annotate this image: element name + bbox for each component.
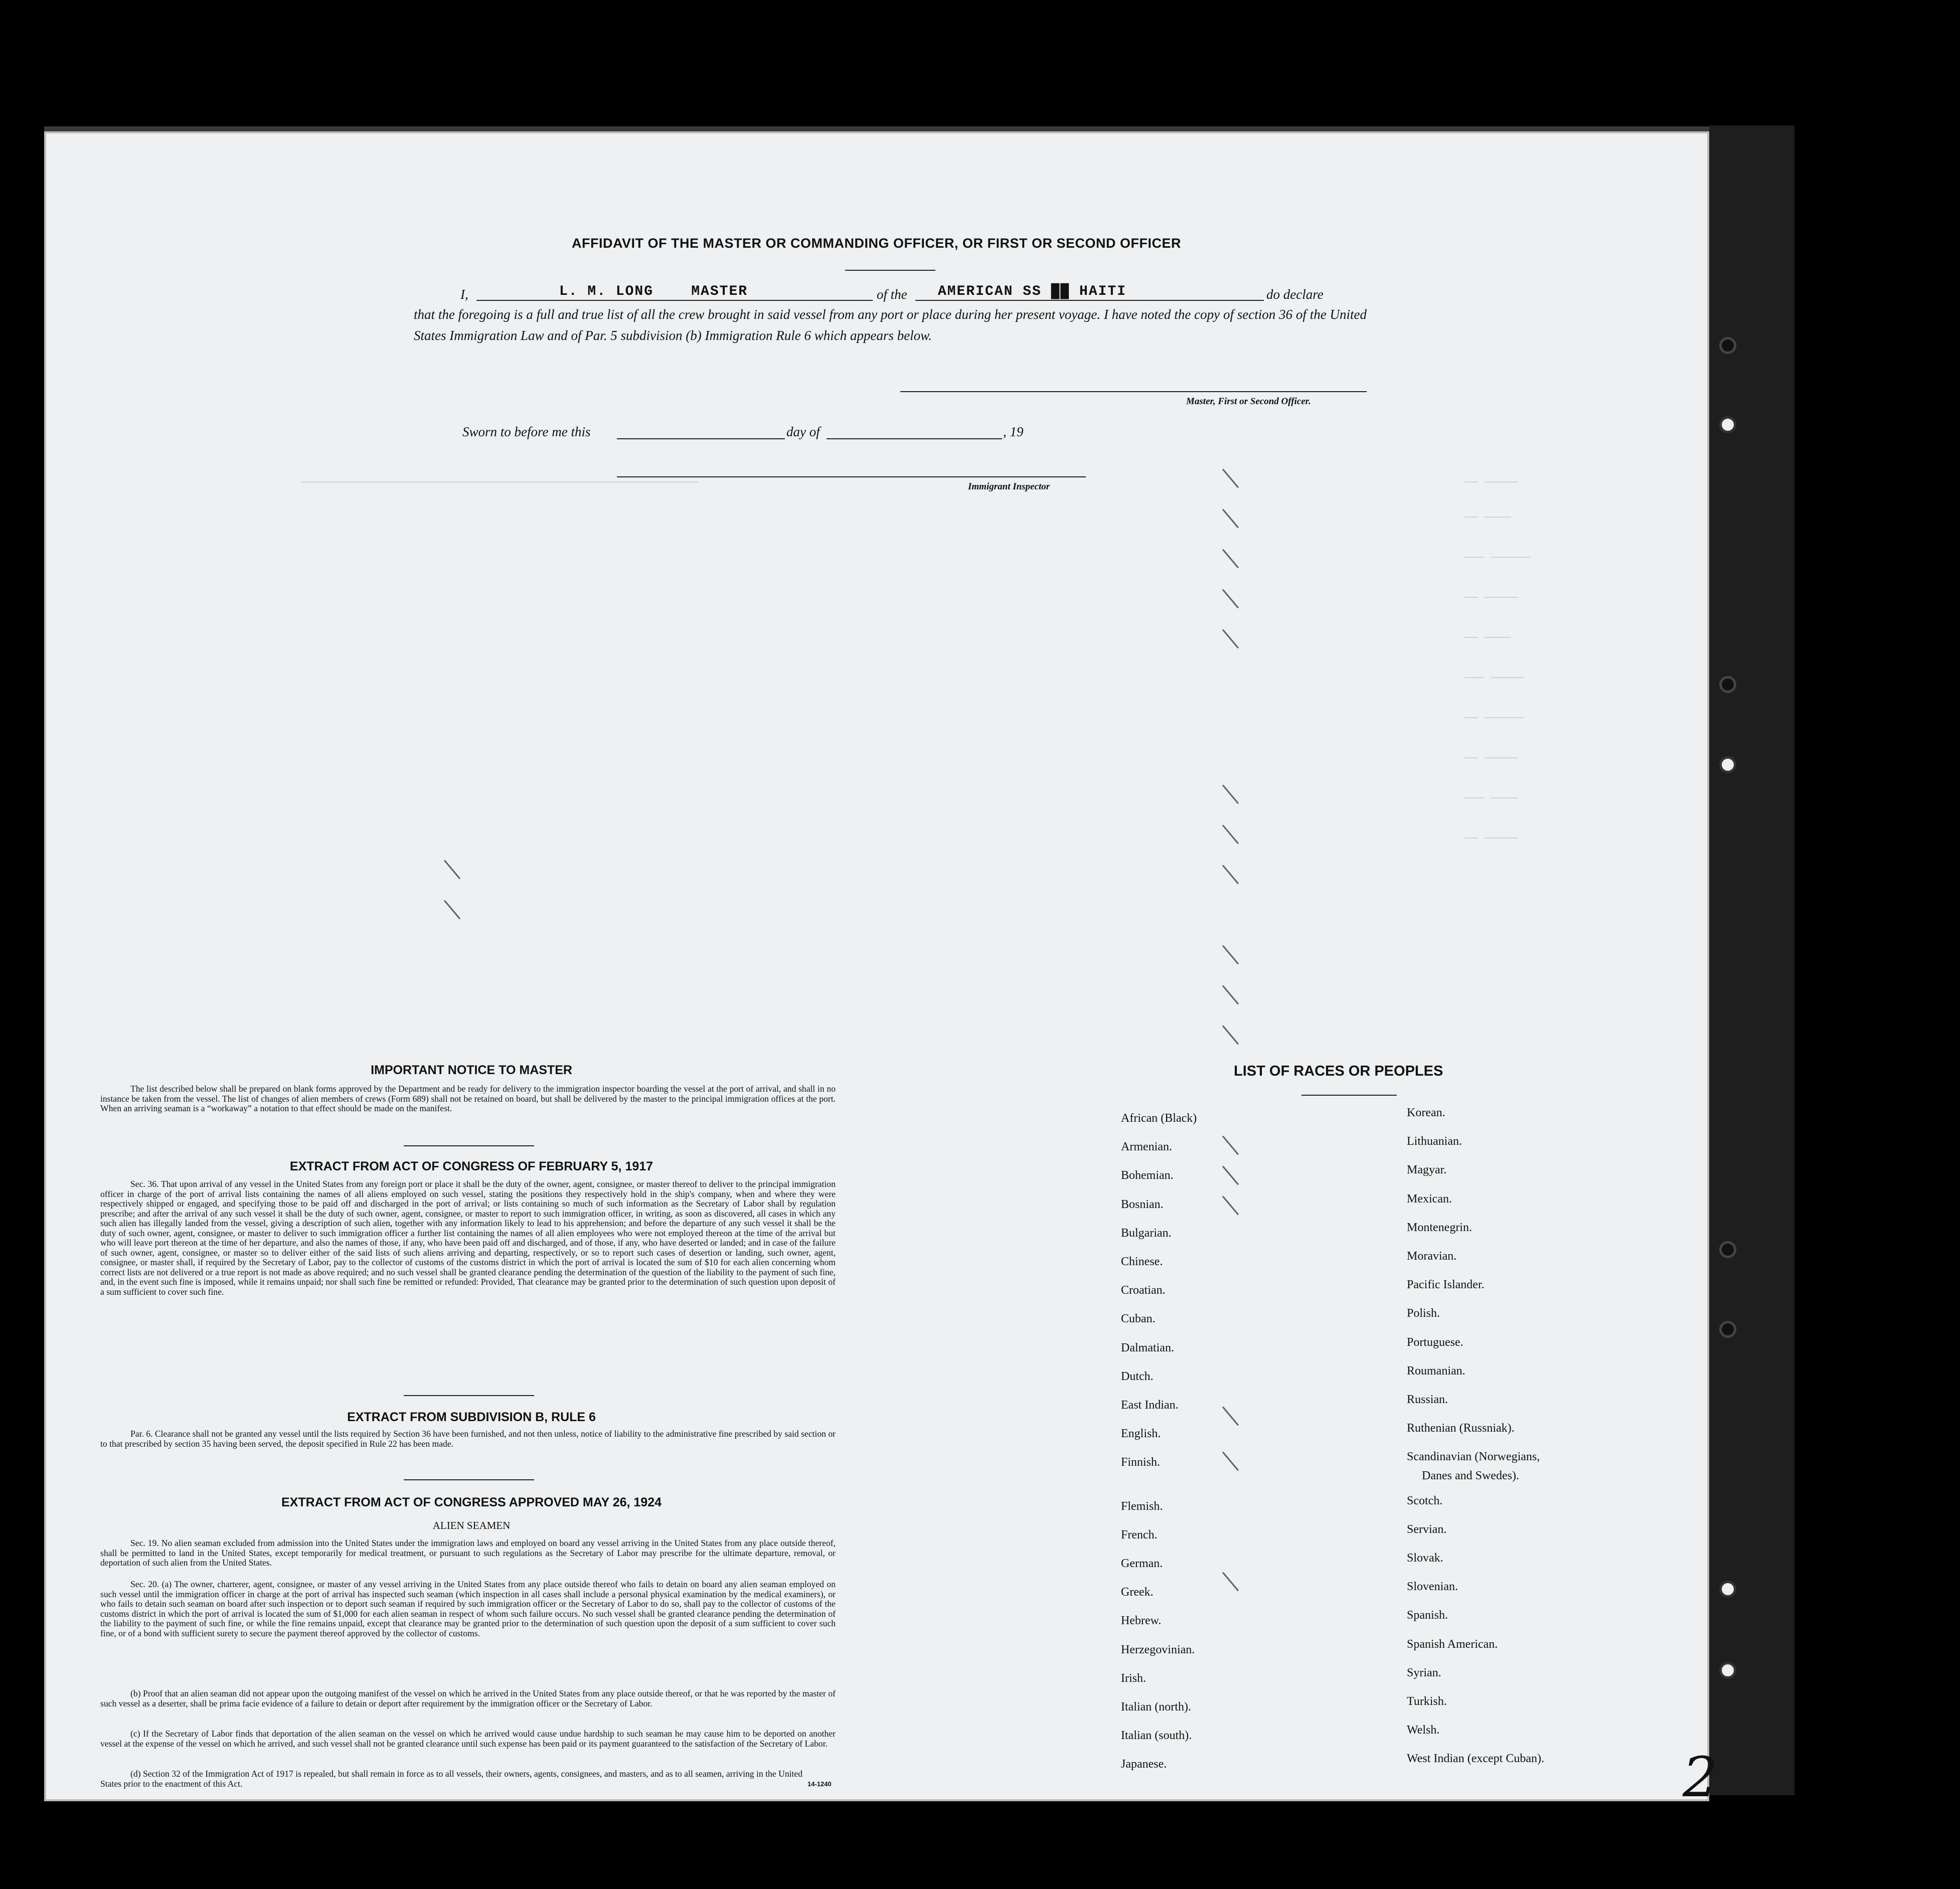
races-divider: [1301, 1095, 1397, 1096]
race-item: Moravian.: [1407, 1250, 1457, 1263]
sec20d-text: (d) Section 32 of the Immigration Act of 1917 is repealed, but shall remain in force as to all vessels, their owners, agents, consignees, and masters, and as to all seamen, arriving in the United States prior to the enactment of this Act.: [100, 1769, 802, 1789]
of-the-label: of the: [877, 287, 907, 302]
race-item: Scotch.: [1407, 1494, 1443, 1507]
extract-1917-text: Sec. 36. That upon arrival of any vessel in the United States from any foreign port or place it shall be the duty of the owner, agent, consignee, or master thereof to deliver to the principal immigration officer in charge of the port of arrival lists containing the names of all aliens employed on such vessel, stating the positions they respectively hold in the ship's company, when and where they were respectively shipped or engaged, and specifying those to be paid off and discharged in the port of arrival; or lists containing so much of such information as the Secretary of Labor shall by regulation prescribe; and after the arrival of any such vessel it shall be the duty of such owner, agent, consignee, or master to report to such immigration officer, in writing, as soon as discovered, all cases in which any such alien has illegally landed from the vessel, giving a description of such alien, together with any information likely to lead to his apprehension; and before the departure of any such vessel it shall be the duty of such owner, agent, consignee, or master to deliver to such immigration officer a further list containing the names of all alien employees who were not employed thereon at the time of the arrival but who will leave port thereon at the time of her departure, and also the names of those, if any, who have been paid off and discharged, and of those, if any, who have deserted or landed; and in case of the failure of such owner, agent, consignee, or master so to deliver either of the said lists of such aliens arriving and departing, respectively, or so to report such cases of desertion or landing, such owner, agent, consignee, or master shall, if required by the Secretary of Labor, pay to the collector of customs of the customs district in which the port of arrival is located the sum of $10 for each alien concerning whom correct lists are not delivered or a true report is not made as above required; and no such vessel shall be granted clearance pending the determination of the question of the liability to the payment of such fine, and, in the event such fine is imposed, while it remains unpaid; nor shall such fine be remitted or refunded: Provided, That clearance may be granted prior to the determination of such question upon deposit of a sum sufficient to cover such fine.: [100, 1179, 836, 1297]
race-item: Irish.: [1121, 1671, 1146, 1685]
race-item: Cuban.: [1121, 1312, 1156, 1326]
race-item: Russian.: [1407, 1393, 1448, 1406]
bleed-through: ── ─────: [1464, 476, 1518, 489]
race-item: Dalmatian.: [1121, 1341, 1174, 1354]
race-item: Dutch.: [1121, 1369, 1154, 1383]
race-item: Armenian.: [1121, 1140, 1172, 1154]
punch-hole: [1719, 1321, 1736, 1338]
notice-text: The list described below shall be prepared on blank forms approved by the Department and be ready for delivery to the immigration inspector boarding the vessel at the port of arrival, and shall in no instance be taken from the vessel. The list of changes of alien members of crews (Form 689) shall not be retained on board, but shall be delivered by the master to the principal immigration offices at the port. When an arriving seaman is a “workaway” a notation to that effect should be made on the manifest.: [100, 1084, 836, 1113]
races-title: LIST OF RACES OR PEOPLES: [1234, 1063, 1443, 1079]
race-item: African (Black): [1121, 1112, 1197, 1125]
punch-hole: [1719, 1662, 1736, 1679]
bleed-through: ── ─────: [1464, 752, 1518, 765]
punch-hole: [1719, 1581, 1736, 1598]
day-of-label: day of: [786, 424, 820, 439]
punch-hole: [1719, 337, 1736, 354]
race-item: Finnish.: [1121, 1456, 1161, 1469]
bleed-through: ── ──────: [1464, 712, 1524, 725]
officer-signature-line: [900, 381, 1367, 392]
race-item: Welsh.: [1407, 1724, 1440, 1737]
race-item: Italian (south).: [1121, 1729, 1192, 1743]
section-divider: [404, 1395, 534, 1396]
race-item: Chinese.: [1121, 1255, 1163, 1268]
race-item: Hebrew.: [1121, 1614, 1162, 1628]
extract-1917-title: EXTRACT FROM ACT OF CONGRESS OF FEBRUARY 5, 1917: [289, 1159, 654, 1173]
bleed-through: ─── ──────: [1464, 552, 1531, 564]
race-item: Flemish.: [1121, 1499, 1163, 1513]
sworn-month-field: [827, 422, 1002, 439]
race-item: Servian.: [1407, 1522, 1447, 1536]
punch-hole: [1719, 676, 1736, 693]
handwritten-margin-mark: 2: [1683, 1745, 1718, 1809]
scan-right-edge: [1709, 125, 1794, 1795]
notice-title: IMPORTANT NOTICE TO MASTER: [371, 1063, 572, 1077]
race-item: Turkish.: [1407, 1695, 1447, 1708]
inspector-signature-label: Immigrant Inspector: [968, 481, 1050, 492]
form-number: 14-1240: [807, 1780, 832, 1788]
race-item: Bosnian.: [1121, 1197, 1164, 1211]
vessel-value: AMERICAN SS ██ HAITI: [938, 284, 1127, 299]
race-item: East Indian.: [1121, 1399, 1179, 1412]
bleed-through: ─── ─────: [1464, 672, 1524, 684]
word-i: I,: [460, 287, 468, 302]
race-item: English.: [1121, 1427, 1161, 1441]
extract-rule6-title: EXTRACT FROM SUBDIVISION B, RULE 6: [347, 1410, 596, 1424]
race-item: Italian (north).: [1121, 1700, 1191, 1713]
bleed-through: ── ─────: [1464, 832, 1518, 845]
race-scandinavian-continued: Danes and Swedes).: [1422, 1469, 1519, 1482]
race-item: German.: [1121, 1557, 1163, 1570]
race-item: Montenegrin.: [1407, 1221, 1472, 1234]
sec20a-text: Sec. 20. (a) The owner, charterer, agent, consignee, or master of any vessel arriving in the United States from any place outside thereof who fails to detain on board any alien seaman employed on such vessel until the immigration officer in charge at the port of arrival has inspected such seaman (which inspection in all cases shall include a personal physical examination by the medical examiners), or who fails to detain such seaman on board after such inspection or to deport such seaman if required by such immigration officer or the Secretary of Labor to do so, shall pay to the collector of customs of the customs district in which the port of arrival is located the sum of $1,000 for each alien seaman in respect of whom such failure occurs. No such vessel shall be granted clearance pending the determination of the liability to the payment of such fine, or while the fine remains unpaid, except that clearance may be granted prior to the determination of such question upon the deposit of a sum sufficient to cover such fine, or of a bond with sufficient surety to secure the payment thereof approved by the collector of customs.: [100, 1579, 836, 1638]
race-item: Magyar.: [1407, 1163, 1447, 1177]
affidavit-body: that the foregoing is a full and true list of all the crew brought in said vessel from any port or place during her present voyage. I have noted the copy of section 36 of the United States Immigration Law and of Par. 5 subdivision (b) Immigration Rule 6 which appears below.: [414, 307, 1367, 343]
race-item: Croatian.: [1121, 1284, 1166, 1297]
race-item: Japanese.: [1121, 1758, 1167, 1771]
race-item: Lithuanian.: [1407, 1135, 1462, 1148]
race-item: Scandinavian (Norwegians,: [1407, 1450, 1540, 1464]
race-item: Herzegovinian.: [1121, 1643, 1195, 1656]
punch-hole: [1719, 756, 1736, 773]
bleed-through: ─── ────: [1464, 792, 1518, 805]
race-item: Greek.: [1121, 1586, 1154, 1599]
race-item: West Indian (except Cuban).: [1407, 1752, 1544, 1766]
punch-hole: [1719, 1241, 1736, 1258]
sec19-text: Sec. 19. No alien seaman excluded from admission into the United States under the immigration laws and employed on board any vessel arriving in the United States from any place outside thereof, shall be permitted to land in the United States, except temporarily for medical treatment, or pursuant to such regulations as the Secretary of Labor may prescribe for the ultimate departure, removal, or deportation of such alien from the United States.: [100, 1538, 836, 1568]
title-divider: [845, 270, 935, 271]
race-item: Bohemian.: [1121, 1169, 1174, 1182]
race-item: Polish.: [1407, 1307, 1440, 1320]
race-item: Slovenian.: [1407, 1580, 1458, 1594]
extract-rule6-text: Par. 6. Clearance shall not be granted any vessel until the lists required by Section 36 have been furnished, and not then unless, notice of liability to the administrative fine prescribed by said section or to that prescribed by section 35 having been served, the deposit specified in Rule 22 has been made.: [100, 1429, 836, 1449]
bleed-through: ── ─────: [1464, 592, 1518, 604]
sec20c-text: (c) If the Secretary of Labor finds that deportation of the alien seaman on the vessel on which he arrived would cause undue hardship to such seaman he may cause him to be deported on another vessel at the expense of the vessel on which he arrived, and such vessel shall not be granted clearance until such expense has been paid or its payment guaranteed to the satisfaction of the Secretary of Labor.: [100, 1729, 836, 1749]
section-divider: [404, 1145, 534, 1146]
race-item: Mexican.: [1407, 1192, 1452, 1206]
sworn-label: Sworn to before me this: [462, 424, 591, 439]
master-name-value: L. M. LONG MASTER: [559, 284, 748, 299]
sworn-day-field: [617, 422, 785, 439]
punch-hole: [1719, 416, 1736, 433]
extract-1924-title: EXTRACT FROM ACT OF CONGRESS APPROVED MAY 26, 1924: [281, 1495, 662, 1509]
affidavit-title: AFFIDAVIT OF THE MASTER OR COMMANDING OFFICER, OR FIRST OR SECOND OFFICER: [572, 236, 1181, 251]
officer-signature-label: Master, First or Second Officer.: [1186, 396, 1311, 407]
race-item: Slovak.: [1407, 1552, 1443, 1565]
bleed-through: ── ────: [1464, 511, 1511, 524]
race-item: Korean.: [1407, 1106, 1445, 1119]
race-item: Spanish.: [1407, 1609, 1448, 1622]
do-declare-label: do declare: [1266, 287, 1324, 302]
race-item: French.: [1121, 1528, 1158, 1541]
bleed-through: ────────────────────────────────────────────────────────────: [301, 476, 699, 489]
race-item: Portuguese.: [1407, 1335, 1463, 1349]
race-item: Ruthenian (Russniak).: [1407, 1422, 1515, 1435]
race-item: Roumanian.: [1407, 1364, 1465, 1378]
sec20b-text: (b) Proof that an alien seaman did not appear upon the outgoing manifest of the vessel on which he arrived in the United States from any place outside thereof, or that he was reported by the master of such vessel as a deserter, shall be prima facie evidence of a failure to detain or deport after requirement by the immigration officer or the Secretary of Labor.: [100, 1688, 836, 1708]
race-item: Pacific Islander.: [1407, 1278, 1485, 1292]
year-label: , 19: [1003, 424, 1024, 439]
inspector-signature-line: [617, 466, 1086, 477]
race-item: Spanish American.: [1407, 1637, 1498, 1651]
section-divider: [404, 1479, 534, 1480]
extract-1924-subtitle: ALIEN SEAMEN: [432, 1519, 511, 1531]
bleed-through: ── ────: [1464, 632, 1511, 644]
race-item: Bulgarian.: [1121, 1226, 1172, 1240]
race-item: Syrian.: [1407, 1666, 1441, 1679]
